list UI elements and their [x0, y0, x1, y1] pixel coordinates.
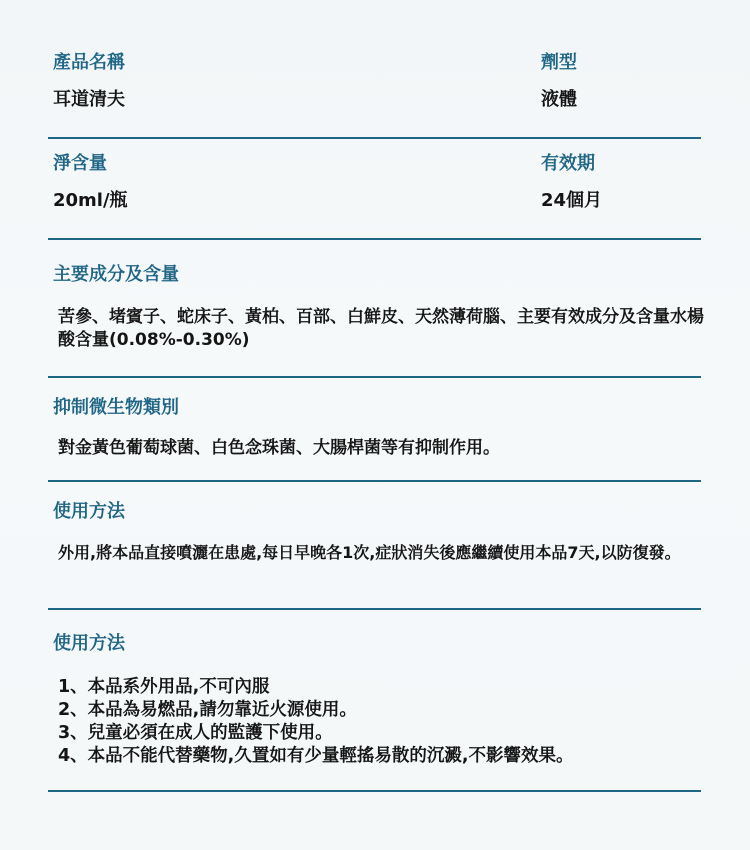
divider: [48, 790, 701, 792]
divider: [48, 480, 701, 482]
net-volume-label: 淨含量: [53, 153, 107, 174]
list-item: 3、兒童必須在成人的監護下使用。: [58, 723, 333, 743]
ingredients-text: 苦參、堵賓子、蛇床子、黃柏、百部、白鮮皮、天然薄荷腦、主要有效成分及含量水楊酸含量(0.08%-0.30%): [58, 307, 704, 350]
notes-label: 使用方法: [53, 633, 125, 654]
divider: [48, 238, 701, 240]
divider: [48, 608, 701, 610]
dosage-form-value: 液體: [541, 89, 577, 110]
ingredients-label: 主要成分及含量: [53, 264, 179, 285]
usage-label: 使用方法: [53, 501, 125, 522]
product-name-label: 產品名稱: [53, 52, 125, 73]
inhibit-label: 抑制微生物類別: [53, 397, 179, 418]
list-item: 2、本品為易燃品,請勿靠近火源使用。: [58, 700, 357, 720]
inhibit-text: 對金黃色葡萄球菌、白色念珠菌、大腸桿菌等有抑制作用。: [58, 438, 500, 458]
dosage-form-label: 劑型: [541, 52, 577, 73]
net-volume-value: 20ml/瓶: [53, 190, 128, 211]
list-item: 1、本品系外用品,不可內服: [58, 677, 270, 697]
divider: [48, 137, 701, 139]
validity-value: 24個月: [541, 190, 603, 211]
usage-text: 外用,將本品直接噴灑在患處,每日早晚各1次,症狀消失後應繼續使用本品7天,以防復發。: [58, 543, 681, 562]
validity-label: 有效期: [541, 153, 595, 174]
list-item: 4、本品不能代替藥物,久置如有少量輕搖易散的沉澱,不影響效果。: [58, 746, 574, 766]
notes-list: [58, 676, 573, 768]
divider: [48, 376, 701, 378]
product-name-value: 耳道清夫: [53, 89, 125, 110]
